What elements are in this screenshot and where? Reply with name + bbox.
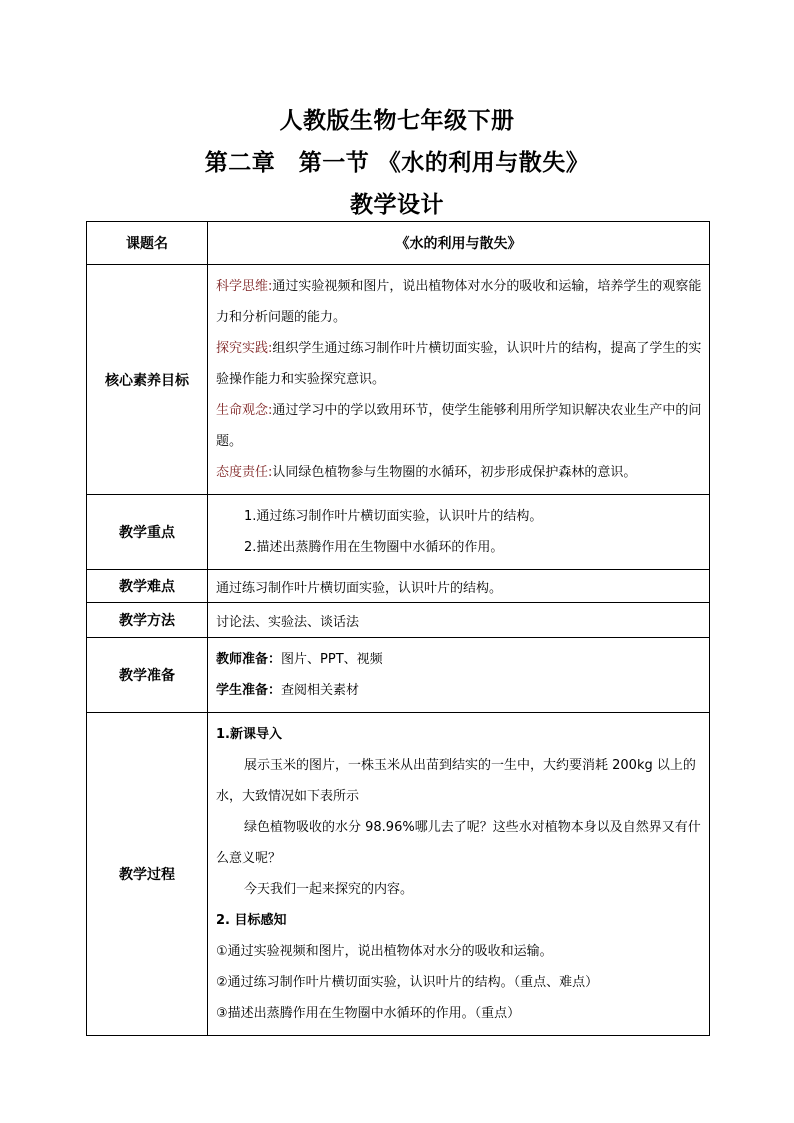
section-title: 2. 目标感知: [216, 913, 287, 928]
method-label: 教学方法: [87, 603, 208, 638]
key-point-item: 2.描述出蒸腾作用在生物圈中水循环的作用。: [244, 540, 504, 555]
preparation-label: 教学准备: [87, 638, 208, 713]
core-goal-item: [216, 271, 703, 333]
topic-row: [87, 222, 710, 265]
topic-label: 课题名: [87, 222, 208, 265]
core-goal-text: 通过学习中的学以致用环节，使学生能够利用所学知识解决农业生产中的问题。: [216, 403, 702, 449]
key-points-content: [208, 495, 710, 570]
goal-item: ③描述出蒸腾作用在生物圈中水循环的作用。（重点）: [216, 1006, 521, 1021]
document-subtitle: 教学设计: [350, 192, 444, 218]
topic-value: 《水的利用与散失》: [208, 222, 710, 265]
goal-item: ①通过实验视频和图片，说出植物体对水分的吸收和运输。: [216, 944, 553, 959]
key-points-row: [87, 495, 710, 570]
paragraph: 展示玉米的图片，一株玉米从出苗到结实的一生中，大约要消耗 200kg 以上的水，大致情况如下表所示: [216, 758, 696, 804]
student-prep-key: 学生准备：: [216, 683, 282, 698]
core-goal-key: 生命观念:: [216, 403, 273, 418]
core-goal-item: [216, 333, 703, 395]
process-label: 教学过程: [87, 713, 208, 1036]
student-prep-value: 查阅相关素材: [281, 683, 360, 698]
paragraph: 绿色植物吸收的水分 98.96%哪儿去了呢？这些水对植物本身以及自然界又有什么意义呢？: [216, 820, 701, 866]
paragraph: 今天我们一起来探究的内容。: [244, 882, 414, 897]
core-goal-text: 组织学生通过练习制作叶片横切面实验，认识叶片的结构，提高了学生的实验操作能力和实验探究意识。: [216, 341, 702, 387]
core-goals-content: [208, 265, 710, 495]
core-goals-row: [87, 265, 710, 495]
difficulty-row: [87, 570, 710, 603]
chapter-title: 第二章 第一节 《水的利用与散失》: [204, 150, 590, 176]
key-point-item: 1.通过练习制作叶片横切面实验，认识叶片的结构。: [244, 509, 543, 524]
teacher-prep-key: 教师准备：: [216, 652, 282, 667]
preparation-row: [87, 638, 710, 713]
core-goal-key: 科学思维:: [216, 279, 273, 294]
preparation-content: [208, 638, 710, 713]
core-goal-key: 态度责任:: [216, 465, 273, 480]
lesson-plan-table: [86, 221, 710, 1036]
core-goal-text: 通过实验视频和图片，说出植物体对水分的吸收和运输，培养学生的观察能力和分析问题的能力。: [216, 279, 702, 325]
core-goal-item: [216, 395, 703, 457]
teacher-prep: [216, 644, 703, 675]
goal-item: ②通过练习制作叶片横切面实验，认识叶片的结构。（重点、难点）: [216, 975, 599, 990]
difficulty-value: 通过练习制作叶片横切面实验，认识叶片的结构。: [208, 570, 710, 603]
core-goal-key: 探究实践:: [216, 341, 273, 356]
teacher-prep-value: 图片、PPT、视频: [281, 652, 383, 667]
core-goal-item: [216, 457, 703, 488]
method-value: 讨论法、实验法、谈话法: [208, 603, 710, 638]
key-points-label: 教学重点: [87, 495, 208, 570]
method-row: [87, 603, 710, 638]
student-prep: [216, 675, 703, 706]
section-title: 1.新课导入: [216, 727, 282, 742]
core-goals-label: 核心素养目标: [87, 265, 208, 495]
document-title: 人教版生物七年级下册: [279, 108, 515, 134]
difficulty-label: 教学难点: [87, 570, 208, 603]
process-content: [208, 713, 710, 1036]
process-row: [87, 713, 710, 1036]
core-goal-text: 认同绿色植物参与生物圈的水循环，初步形成保护森林的意识。: [272, 465, 637, 480]
